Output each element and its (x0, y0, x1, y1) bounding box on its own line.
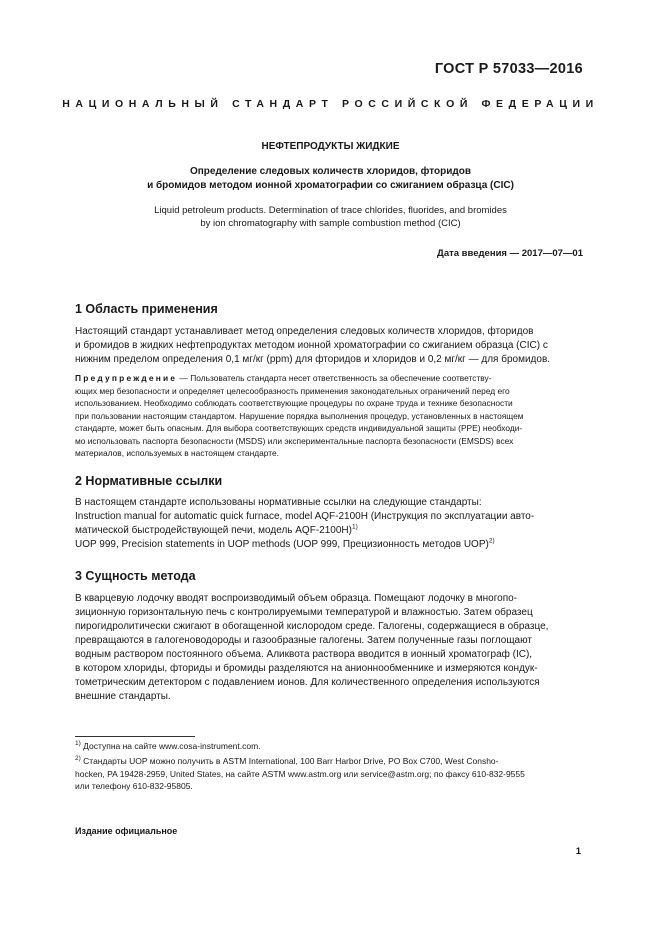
section-heading-references: 2 Нормативные ссылки (75, 474, 223, 488)
references-paragraph (75, 496, 583, 552)
paragraph-line: UOP 999, Precision statements in UOP methods (UOP 999, Прецизионность методов UOP) (75, 539, 489, 550)
principle-paragraph (75, 592, 583, 704)
warning-line: материалов, используемых в настоящем стандарте. (75, 448, 279, 458)
paragraph-line: зиционную горизонтальную печь с контролируемыми температурой и влажностью. Затем образец (75, 607, 533, 618)
warning-line: ющих мер безопасности и определяет целесообразность применения законодательных ограничений перед его (75, 385, 510, 396)
intro-date: Дата введения — 2017—07—01 (437, 248, 583, 259)
paragraph-line: внешние стандарты. (75, 691, 171, 702)
warning-label: Предупреждение (75, 373, 178, 383)
document-title: НЕФТЕПРОДУКТЫ ЖИДКИЕ (261, 141, 400, 152)
paragraph-line: водным раствором постоянного объема. Аликвота раствора вводится в ионный хроматограф (IC), (75, 649, 533, 660)
subtitle-en-line: by ion chromatography with sample combustion method (CIC) (200, 218, 461, 229)
footnote-ref: 2) (488, 537, 495, 545)
footnote-2 (75, 755, 583, 793)
paragraph-line: В настоящем стандарте использованы нормативные ссылки на следующие стандарты: (75, 497, 482, 508)
paragraph-line: матической быстродействующей печи, модель AQF-2100H) (75, 525, 352, 536)
paragraph-line: пирогидролитически сжигают в обогащенной кислородом среде. Галогены, содержащиеся в образце, (75, 621, 549, 632)
footnote-text: Доступна на сайте www.cosa-instrument.com. (80, 741, 261, 751)
subtitle-en-line: Liquid petroleum products. Determination of trace chlorides, fluorides, and bromides (154, 205, 507, 216)
scope-paragraph (75, 325, 583, 367)
document-subtitle-en (110, 204, 551, 230)
footnote-1 (75, 740, 583, 753)
paragraph-line: в котором хлориды, фториды и бромиды разделяются на анионнообменнике и измеряются кондук- (75, 663, 538, 674)
section-heading-principle: 3 Сущность метода (75, 569, 196, 583)
footnote-line: hocken, PA 19428-2959, United States, на сайте ASTM www.astm.org или service@astm.org; по факсу 610-832-9555 (75, 768, 525, 779)
footnote-ref: 1) (351, 523, 358, 531)
document-subtitle-ru (90, 165, 571, 193)
footnote-mark: 1) (75, 740, 81, 748)
paragraph-line: нижним пределом определения 0,1 мг/кг (ppm) для фторидов и хлоридов и 0,2 мг/кг — для бромидов. (75, 354, 551, 365)
paragraph-line: Instruction manual for automatic quick furnace, model AQF-2100H (Инструкция по эксплуатации авто- (75, 511, 535, 522)
warning-note (75, 372, 583, 460)
warning-line: мо использовать паспорта безопасности (MSDS) или экспериментальные паспорта безопасности (EMSDS) всех (75, 435, 514, 446)
official-edition-label: Издание официальное (75, 826, 178, 836)
warning-line: использованием. Необходимо соблюдать соответствующие процедуры по охране труда и технике безопасности (75, 398, 513, 408)
footnote-mark: 2) (75, 755, 81, 763)
paragraph-line: и бромидов в жидких нефтепродуктах методом ионной хроматографии со сжиганием образца (CIC) с (75, 340, 548, 351)
page-number: 1 (575, 846, 581, 857)
subtitle-ru-line: Определение следовых количеств хлоридов, фторидов (189, 166, 472, 177)
warning-line: стандарте, может быть опасным. Для выбора соответствующих средств индивидуальной защиты (PPE) необходи- (75, 423, 523, 433)
subtitle-ru-line: и бромидов методом ионной хроматографии со сжиганием образца (CIC) (147, 180, 514, 191)
national-standard-heading: НАЦИОНАЛЬНЫЙ СТАНДАРТ РОССИЙСКОЙ ФЕДЕРАЦИИ (62, 98, 599, 110)
paragraph-line: тометрическим детектором с подавлением ионов. Для количественного определения используются (75, 677, 540, 688)
paragraph-line: В кварцевую лодочку вводят воспроизводимый объем образца. Помещают лодочку в многопо- (75, 593, 518, 604)
warning-text: — Пользователь стандарта несет ответственность за обеспечение соответству- (177, 373, 492, 383)
paragraph-line: превращаются в галогеноводороды и газообразные галогены. Затем полученные газы поглощают (75, 635, 532, 646)
footnote-divider (75, 736, 195, 737)
footnote-line: или телефону 610-832-95805. (75, 781, 193, 791)
warning-line: при пользовании настоящим стандартом. Нарушение порядка выполнения процедур, установленных в настоящем (75, 410, 524, 421)
standard-number: ГОСТ Р 57033—2016 (434, 61, 583, 77)
footnote-text: Стандарты UOP можно получить в ASTM International, 100 Barr Harbor Drive, PO Box C700, West Consho- (80, 756, 499, 766)
section-heading-scope: 1 Область применения (75, 302, 218, 316)
paragraph-line: Настоящий стандарт устанавливает метод определения следовых количеств хлоридов, фторидов (75, 326, 534, 337)
